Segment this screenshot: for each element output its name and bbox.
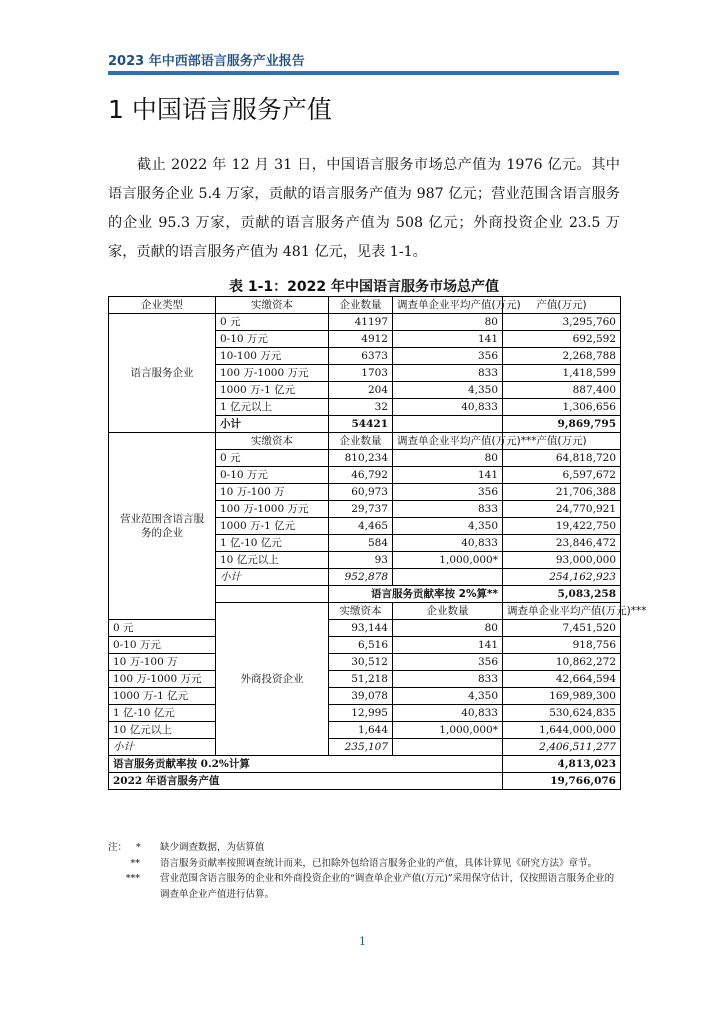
section-title: 1 中国语言服务产值 <box>108 95 332 124</box>
avg-cell: 141 <box>393 331 503 348</box>
grand-total-label: 2022 年语言服务产值 <box>109 773 503 790</box>
header-cell: 实缴资本 <box>216 297 329 314</box>
note-3 <box>108 871 620 902</box>
count-cell: 32 <box>329 399 393 416</box>
note-1 <box>108 840 620 856</box>
capital-cell: 100 万-1000 万元 <box>216 365 329 382</box>
capital-cell: 100 万-1000 万元 <box>216 501 329 518</box>
count-cell: 93,144 <box>329 620 393 637</box>
avg-cell: 80 <box>393 620 503 637</box>
value-cell: 24,770,921 <box>503 501 621 518</box>
group-label: 营业范围含语言服务的企业 <box>109 433 216 620</box>
group-header-row <box>109 433 621 450</box>
value-cell: 6,597,672 <box>503 467 621 484</box>
note-2 <box>108 856 620 872</box>
avg-cell: 833 <box>393 501 503 518</box>
value-cell: 19,422,750 <box>503 518 621 535</box>
capital-cell: 10 万-100 万 <box>216 484 329 501</box>
header-cell: 产值(万元) <box>503 433 621 450</box>
count-cell: 810,234 <box>329 450 393 467</box>
subtotal-label: 小计 <box>216 416 329 433</box>
avg-cell: 80 <box>393 314 503 331</box>
rate-total-value: 4,813,023 <box>503 756 621 773</box>
count-cell: 12,995 <box>329 705 393 722</box>
subtotal-row <box>109 739 621 756</box>
avg-cell: 1,000,000* <box>393 722 503 739</box>
header-cell: 调查单企业平均产值(万元)*** <box>393 433 503 450</box>
grand-total-row <box>109 773 621 790</box>
table-row <box>109 671 621 688</box>
empty-cell <box>393 739 503 756</box>
rate-label: 语言服务贡献率按 2%算** <box>329 586 503 603</box>
table-row <box>109 620 621 637</box>
value-cell: 2,268,788 <box>503 348 621 365</box>
value-cell: 3,295,760 <box>503 314 621 331</box>
capital-cell: 1000 万-1 亿元 <box>216 382 329 399</box>
value-cell: 93,000,000 <box>503 552 621 569</box>
avg-cell: 40,833 <box>393 399 503 416</box>
value-cell: 1,418,599 <box>503 365 621 382</box>
avg-cell: 356 <box>393 654 503 671</box>
avg-cell: 833 <box>393 671 503 688</box>
count-cell: 51,218 <box>329 671 393 688</box>
count-cell: 4912 <box>329 331 393 348</box>
avg-cell: 141 <box>393 637 503 654</box>
capital-cell: 0-10 万元 <box>216 467 329 484</box>
value-cell: 1,644,000,000 <box>503 722 621 739</box>
count-cell: 29,737 <box>329 501 393 518</box>
count-cell: 30,512 <box>329 654 393 671</box>
value-cell: 918,756 <box>503 637 621 654</box>
note-mark: ** <box>130 857 140 869</box>
value-cell: 21,706,388 <box>503 484 621 501</box>
capital-cell: 1 亿-10 亿元 <box>216 535 329 552</box>
header-cell: 企业数量 <box>329 297 393 314</box>
header-cell: 实缴资本 <box>329 603 393 620</box>
count-cell: 6373 <box>329 348 393 365</box>
subtotal-count: 54421 <box>329 416 393 433</box>
capital-cell: 1000 万-1 亿元 <box>216 518 329 535</box>
subtotal-count: 952,878 <box>329 569 393 586</box>
table-row <box>109 654 621 671</box>
capital-cell: 1 亿-10 亿元 <box>109 705 216 722</box>
header-cell: 实缴资本 <box>216 433 329 450</box>
empty-cell <box>393 569 503 586</box>
capital-cell: 1000 万-1 亿元 <box>109 688 216 705</box>
avg-cell: 1,000,000* <box>393 552 503 569</box>
table-row <box>109 637 621 654</box>
value-cell: 1,306,656 <box>503 399 621 416</box>
avg-cell: 4,350 <box>393 518 503 535</box>
value-cell: 530,624,835 <box>503 705 621 722</box>
count-cell: 204 <box>329 382 393 399</box>
value-cell: 692,592 <box>503 331 621 348</box>
note-text: 语言服务贡献率按照调查统计而来，已扣除外包给语言服务企业的产值，具体计算见《研究方法》章节。 <box>160 857 598 869</box>
count-cell: 6,516 <box>329 637 393 654</box>
market-value-table <box>108 296 647 790</box>
avg-cell: 40,833 <box>393 535 503 552</box>
running-header: 2023 年中西部语言服务产业报告 <box>108 54 305 69</box>
capital-cell: 0-10 万元 <box>109 637 216 654</box>
note-mark: *** <box>125 873 140 884</box>
subtotal-label: 小计 <box>216 569 329 586</box>
header-cell: 产值(万元) <box>503 297 621 314</box>
subtotal-count: 235,107 <box>329 739 393 756</box>
capital-cell: 10 万-100 万 <box>109 654 216 671</box>
table-row <box>109 688 621 705</box>
capital-cell: 0 元 <box>216 314 329 331</box>
header-cell: 企业类型 <box>109 297 216 314</box>
rate-total-label: 语言服务贡献率按 0.2%计算 <box>109 756 503 773</box>
value-cell: 23,846,472 <box>503 535 621 552</box>
count-cell: 1703 <box>329 365 393 382</box>
value-cell: 10,862,272 <box>503 654 621 671</box>
count-cell: 93 <box>329 552 393 569</box>
notes-lead: 注： <box>108 842 128 853</box>
capital-cell: 1 亿元以上 <box>216 399 329 416</box>
count-cell: 41197 <box>329 314 393 331</box>
header-rule <box>108 71 619 75</box>
capital-cell: 10-100 万元 <box>216 348 329 365</box>
value-cell: 887,400 <box>503 382 621 399</box>
count-cell: 46,792 <box>329 467 393 484</box>
capital-cell: 0 元 <box>216 450 329 467</box>
rate-value: 5,083,258 <box>503 586 621 603</box>
group-label: 语言服务企业 <box>109 314 216 433</box>
capital-cell: 0-10 万元 <box>216 331 329 348</box>
subtotal-value: 254,162,923 <box>503 569 621 586</box>
header-cell: 企业数量 <box>329 433 393 450</box>
avg-cell: 4,350 <box>393 688 503 705</box>
avg-cell: 356 <box>393 348 503 365</box>
table-row <box>109 705 621 722</box>
value-cell: 64,818,720 <box>503 450 621 467</box>
value-cell: 169,989,300 <box>503 688 621 705</box>
note-text: 营业范围含语言服务的企业和外商投资企业的“调查单企业产值(万元)”采用保守估计，仅按照语言服务企业的调查单企业产值进行估算。 <box>160 873 615 900</box>
note-mark: * <box>136 842 141 853</box>
empty-cell <box>216 586 329 603</box>
header-cell: 调查单企业平均产值(万元)*** <box>503 603 621 620</box>
table-row <box>109 722 621 739</box>
subtotal-value: 2,406,511,277 <box>503 739 621 756</box>
page-number: 1 <box>359 935 366 948</box>
count-cell: 4,465 <box>329 518 393 535</box>
avg-cell: 40,833 <box>393 705 503 722</box>
value-cell: 7,451,520 <box>503 620 621 637</box>
avg-cell: 356 <box>393 484 503 501</box>
grand-total-value: 19,766,076 <box>503 773 621 790</box>
count-cell: 60,973 <box>329 484 393 501</box>
capital-cell: 0 元 <box>109 620 216 637</box>
avg-cell: 141 <box>393 467 503 484</box>
count-cell: 584 <box>329 535 393 552</box>
table-caption: 表 1-1：2022 年中国语言服务市场总产值 <box>228 279 499 295</box>
group-label: 外商投资企业 <box>216 603 329 756</box>
table-header-row <box>109 297 621 314</box>
capital-cell: 10 亿元以上 <box>109 722 216 739</box>
rate-total-row <box>109 756 621 773</box>
table-notes <box>108 840 620 902</box>
count-cell: 1,644 <box>329 722 393 739</box>
subtotal-label: 小计 <box>109 739 216 756</box>
avg-cell: 4,350 <box>393 382 503 399</box>
count-cell: 39,078 <box>329 688 393 705</box>
subtotal-value: 9,869,795 <box>503 416 621 433</box>
avg-cell: 833 <box>393 365 503 382</box>
header-cell: 企业数量 <box>393 603 503 620</box>
empty-cell <box>393 416 503 433</box>
table-row <box>109 314 621 331</box>
capital-cell: 10 亿元以上 <box>216 552 329 569</box>
value-cell: 42,664,594 <box>503 671 621 688</box>
note-text: 缺少调查数据，为估算值 <box>160 842 265 853</box>
body-paragraph: 截止 2022 年 12 月 31 日，中国语言服务市场总产值为 1976 亿元。其中语言服务企业 5.4 万家，贡献的语言服务产值为 987 亿元；营业范围含语言服务的企业 95.3 万家，贡献的语言服务产值为 508 亿元；外商投资企业 23.5 万家，贡献的语言服务产值为 481 亿元，见表 1-1。 <box>108 157 620 260</box>
capital-cell: 100 万-1000 万元 <box>109 671 216 688</box>
avg-cell: 80 <box>393 450 503 467</box>
header-cell: 调查单企业平均产值(万元) <box>393 297 503 314</box>
